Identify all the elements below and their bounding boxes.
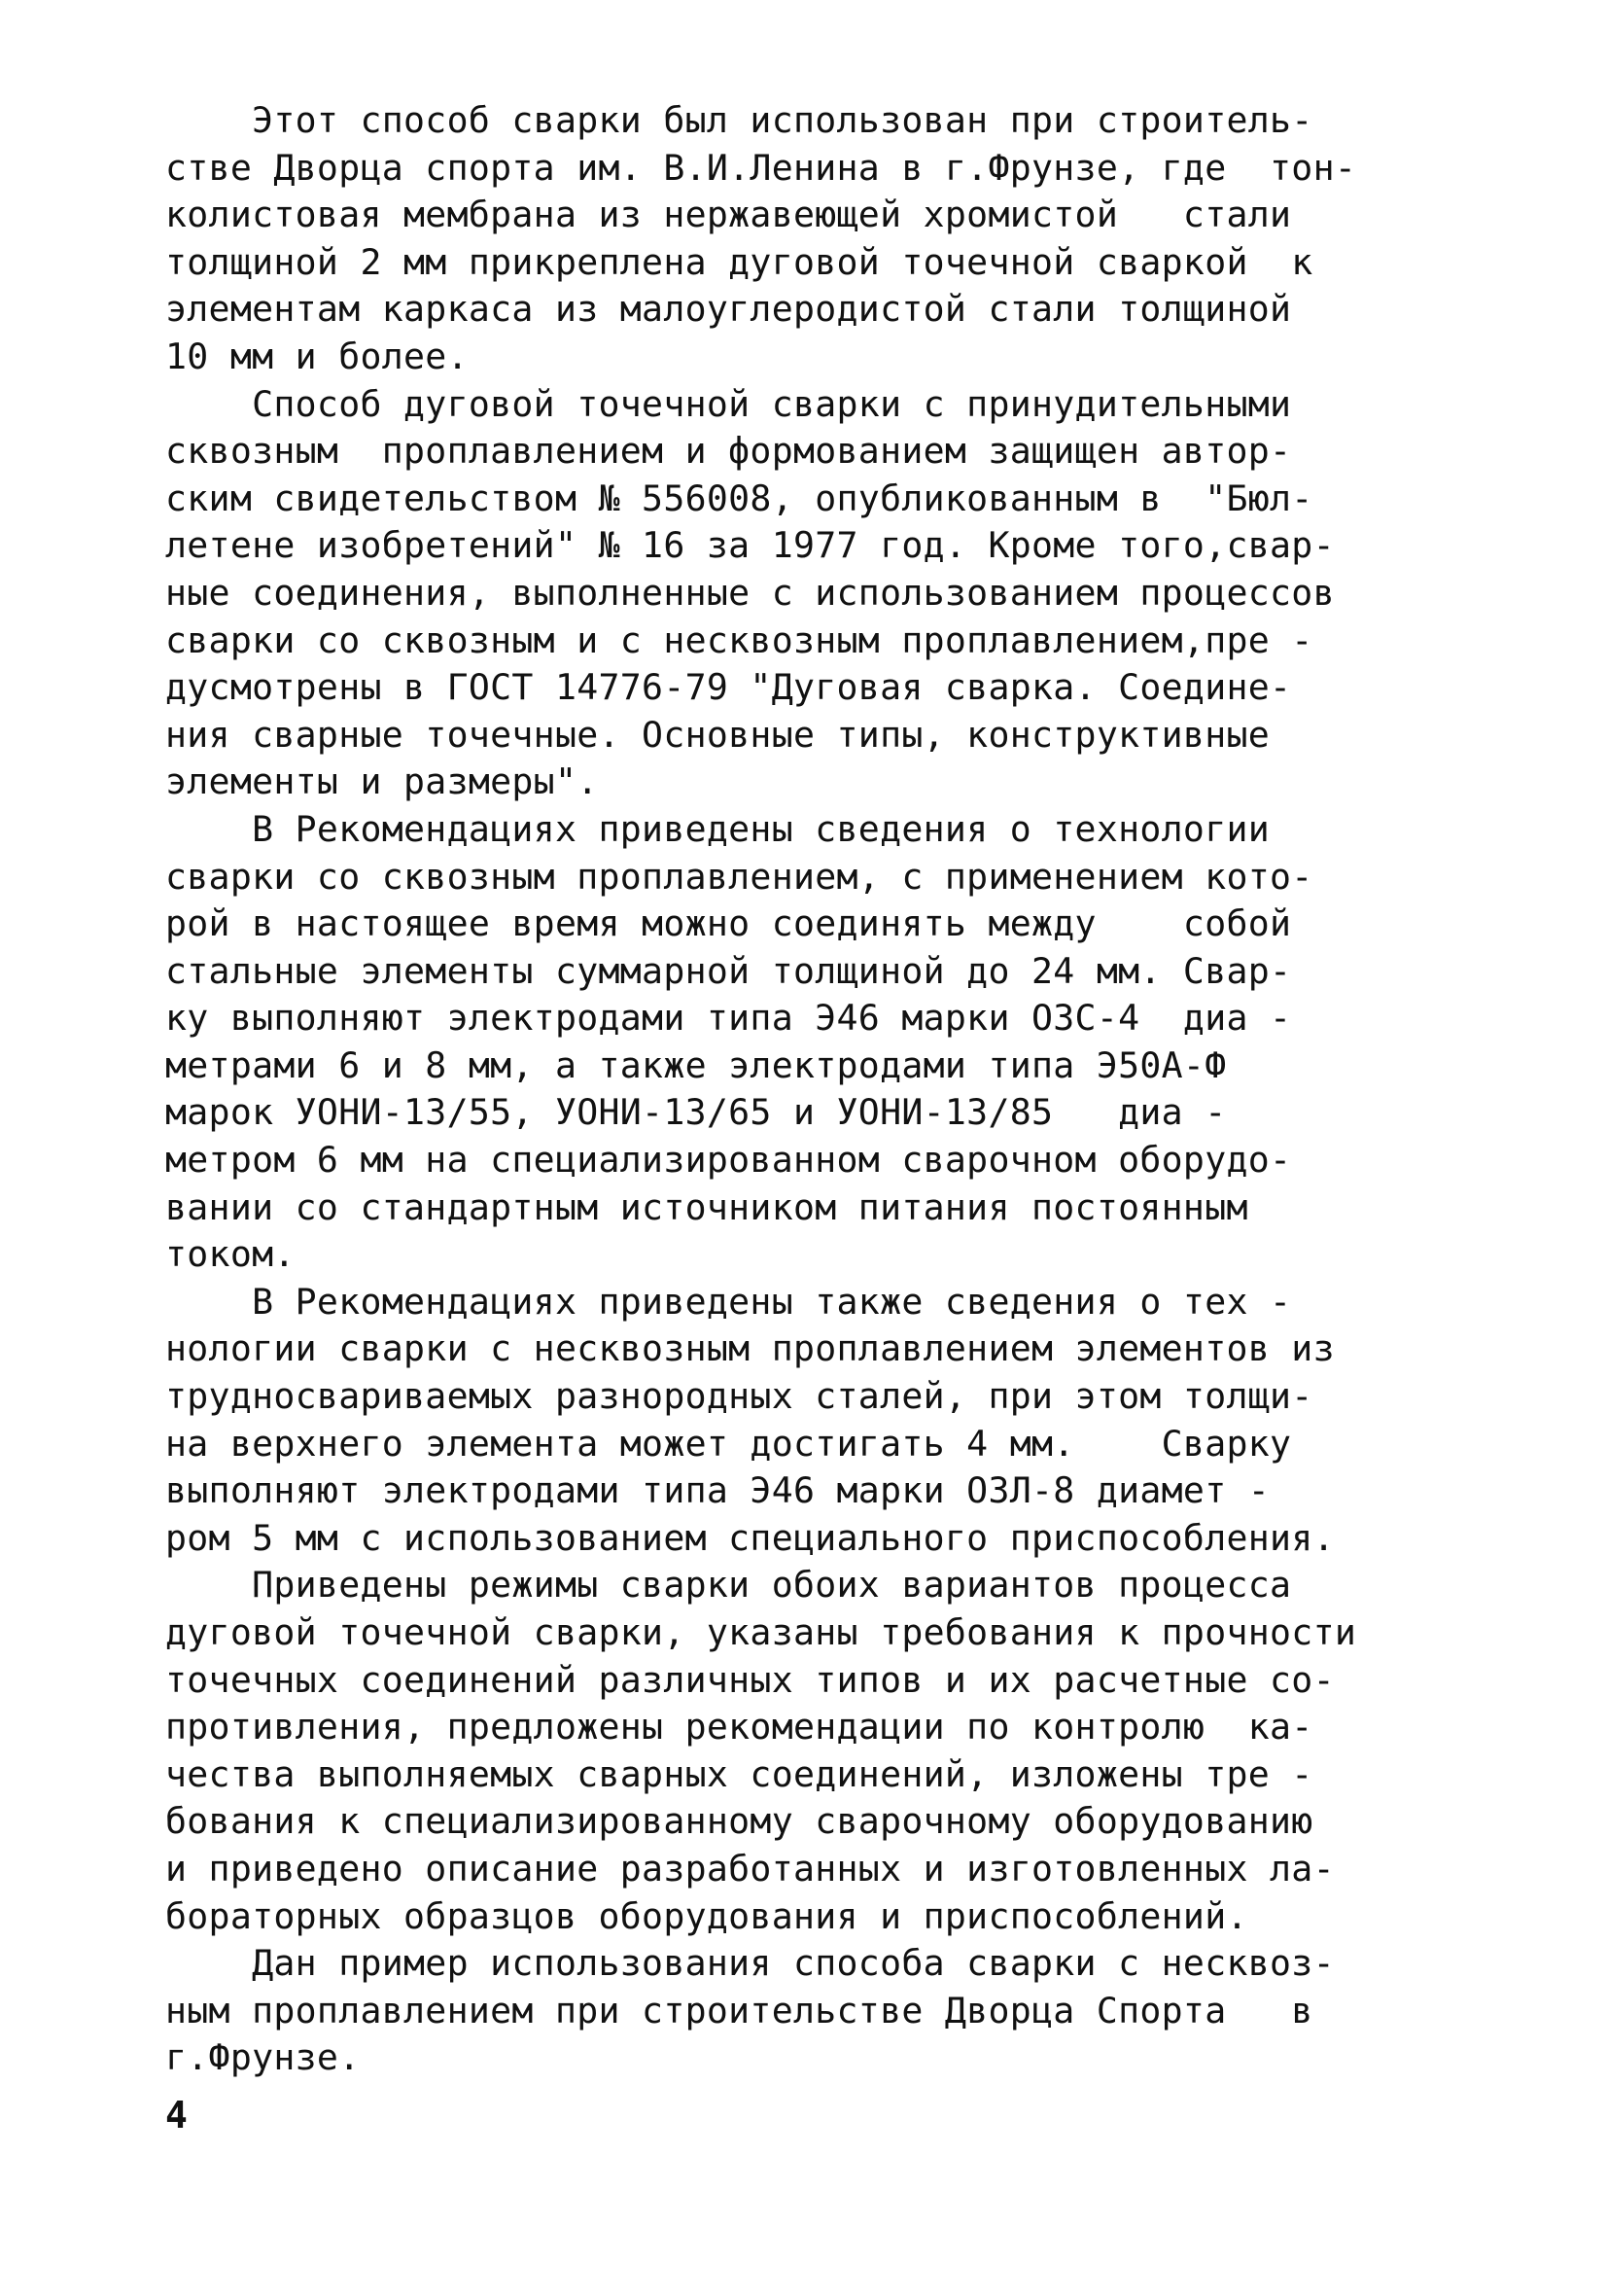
text-line: элементы и размеры". — [165, 760, 599, 803]
text-line: сварки со сквозным проплавлением, с применением кото- — [165, 855, 1313, 898]
text-line: колистовая мембрана из нержавеющей хромистой стали — [165, 194, 1292, 236]
text-line: ром 5 мм с использованием специального приспособления. — [165, 1516, 1335, 1559]
text-line: ным проплавлением при строительстве Дворца Спорта в — [165, 1989, 1313, 2031]
text-line: сварки со сквозным и с несквозным проплавлением,пре - — [165, 618, 1313, 661]
text-line: г.Фрунзе. — [165, 2036, 361, 2079]
text-line: дуговой точечной сварки, указаны требования к прочности — [165, 1611, 1357, 1653]
text-line: трудносвариваемых разнородных сталей, при этом толщи- — [165, 1375, 1313, 1418]
text-line: противления, предложены рекомендации по контролю ка- — [165, 1706, 1313, 1748]
text-line: марок УОНИ-13/55, УОНИ-13/65 и УОНИ-13/85 диа - — [165, 1091, 1227, 1134]
text-line: и приведено описание разработанных и изготовленных ла- — [165, 1847, 1335, 1890]
text-line: сквозным проплавлением и формованием защищен автор- — [165, 430, 1292, 473]
body-text — [165, 97, 1487, 2082]
text-line: стве Дворца спорта им. В.И.Ленина в г.Фрунзе, где тон- — [165, 146, 1357, 189]
text-line: рой в настоящее время можно соединять между собой — [165, 902, 1292, 945]
text-line: точечных соединений различных типов и их расчетные со- — [165, 1658, 1335, 1701]
text-line: Дан пример использования способа сварки с несквоз- — [165, 1942, 1335, 1985]
text-line: толщиной 2 мм прикреплена дуговой точечной сваркой к — [165, 240, 1313, 283]
text-line: нологии сварки с несквозным проплавлением элементов из — [165, 1327, 1335, 1370]
text-line: В Рекомендациях приведены сведения о технологии — [165, 807, 1271, 850]
text-line: элементам каркаса из малоуглеродистой стали толщиной — [165, 288, 1292, 331]
text-line: метрами 6 и 8 мм, а также электродами типа Э50А-Ф — [165, 1043, 1227, 1086]
text-line: В Рекомендациях приведены также сведения о тех - — [165, 1280, 1292, 1323]
text-line: ку выполняют электродами типа Э46 марки ОЗС-4 диа - — [165, 997, 1292, 1040]
text-line: на верхнего элемента может достигать 4 мм. Сварку — [165, 1422, 1292, 1465]
text-line: ные соединения, выполненные с использованием процессов — [165, 571, 1335, 614]
text-line: дусмотрены в ГОСТ 14776-79 "Дуговая сварка. Соедине- — [165, 666, 1292, 709]
text-line: Этот способ сварки был использован при строитель- — [165, 99, 1313, 141]
text-line: 10 мм и более. — [165, 335, 469, 377]
text-line: вании со стандартным источником питания постоянным — [165, 1185, 1248, 1228]
text-line: чества выполняемых сварных соединений, изложены тре - — [165, 1752, 1313, 1795]
text-line: ским свидетельством № 556008, опубликованным в "Бюл- — [165, 477, 1313, 519]
text-line: бораторных образцов оборудования и приспособлений. — [165, 1894, 1248, 1937]
text-line: метром 6 мм на специализированном сварочном оборудо- — [165, 1139, 1292, 1182]
text-line: Приведены режимы сварки обоих вариантов процесса — [165, 1564, 1292, 1607]
page-number: 4 — [165, 2094, 188, 2137]
text-line: током. — [165, 1233, 296, 1276]
text-line: выполняют электродами типа Э46 марки ОЗЛ-8 диамет - — [165, 1469, 1271, 1512]
text-line: Способ дуговой точечной сварки с принудительными — [165, 382, 1292, 425]
text-line: стальные элементы суммарной толщиной до 24 мм. Свар- — [165, 949, 1292, 992]
text-line: ния сварные точечные. Основные типы, конструктивные — [165, 713, 1271, 756]
text-line: летене изобретений" № 16 за 1977 год. Кроме того,свар- — [165, 524, 1335, 567]
text-line: бования к специализированному сварочному оборудованию — [165, 1800, 1313, 1843]
